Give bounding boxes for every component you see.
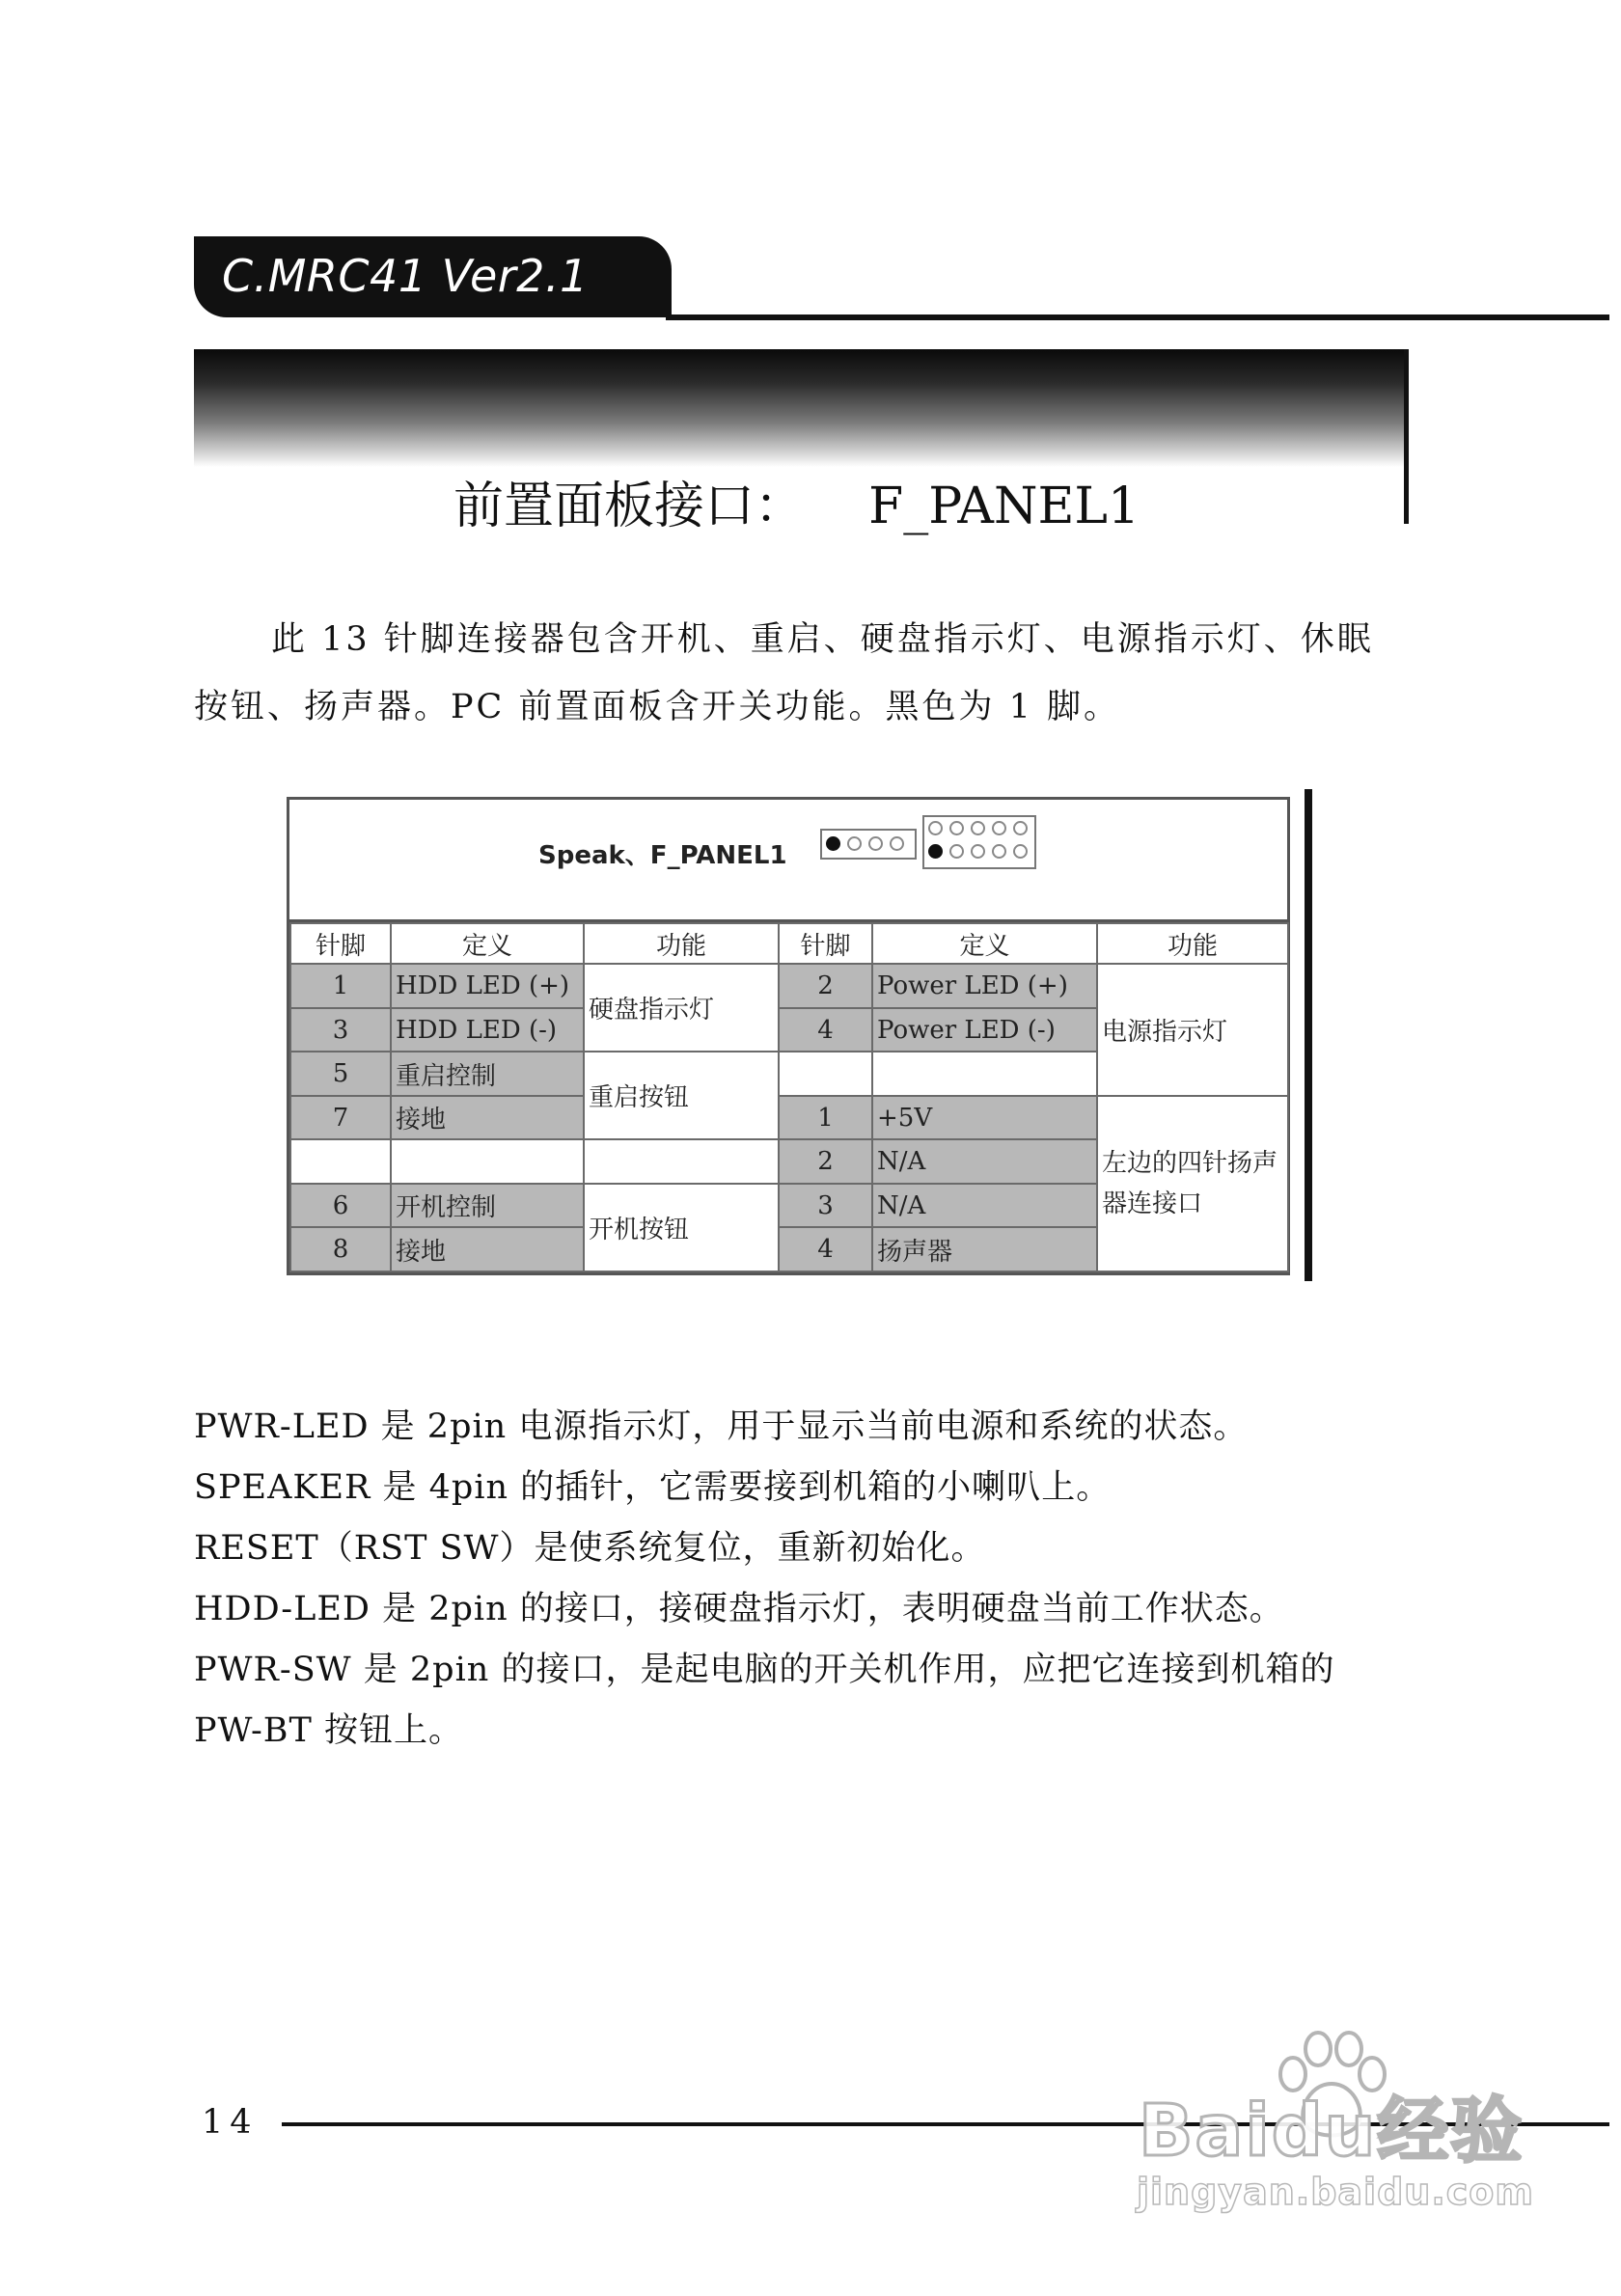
description-line: PWR-LED 是 2pin 电源指示灯，用于显示当前电源和系统的状态。 (194, 1408, 1249, 1446)
pin-cell: 6 (290, 1184, 391, 1228)
header-rule (666, 314, 1609, 320)
watermark-logo: Baidu经验 (1139, 2090, 1525, 2173)
section-title: 前置面板接口： F_PANEL1 (453, 478, 1140, 535)
pin-dot (1013, 821, 1028, 835)
pin-dot (971, 844, 985, 859)
function-cell: 左边的四针扬声器连接口 (1097, 1096, 1288, 1271)
header-definition: 定义 (391, 923, 584, 964)
definition-cell: 重启控制 (391, 1052, 584, 1096)
header-pin: 针脚 (779, 923, 872, 964)
pin-cell: 4 (779, 1008, 872, 1052)
description-line: RESET（RST SW）是使系统复位，重新初始化。 (194, 1529, 986, 1568)
pin-dot (928, 821, 943, 835)
header-definition: 定义 (872, 923, 1097, 964)
pin-dot (992, 844, 1006, 859)
definition-cell (391, 1139, 584, 1184)
pin-dot (971, 821, 985, 835)
figure-edge-line (1305, 789, 1312, 1281)
table-header-row (290, 923, 1288, 964)
function-cell: 硬盘指示灯 (584, 964, 779, 1052)
intro-paragraph: 此 13 针脚连接器包含开机、重启、硬盘指示灯、电源指示灯、休眠按钮、扬声器。PC 前置面板含开关功能。黑色为 1 脚。 (194, 620, 1374, 726)
description-line: SPEAKER 是 4pin 的插针，它需要接到机箱的小喇叭上。 (194, 1468, 1112, 1507)
pin-cell: 7 (290, 1096, 391, 1140)
table-caption-row (289, 800, 1287, 922)
watermark-url: jingyan.baidu.com (1137, 2171, 1534, 2213)
table-row (290, 964, 1288, 1008)
pin-cell: 3 (290, 1008, 391, 1052)
pin-cell: 4 (779, 1227, 872, 1271)
pin-cell: 2 (779, 964, 872, 1008)
header-function: 功能 (1097, 923, 1288, 964)
header-pin: 针脚 (290, 923, 391, 964)
function-cell: 开机按钮 (584, 1184, 779, 1271)
table-caption: Speak、F_PANEL1 (538, 841, 787, 870)
function-cell-empty (584, 1139, 779, 1184)
definition-cell: 开机控制 (391, 1184, 584, 1228)
pin-dot (847, 836, 862, 851)
definition-cell: 接地 (391, 1227, 584, 1271)
pin-table-figure (287, 797, 1290, 1275)
page-number: 14 (202, 2103, 259, 2142)
definition-cell: Power LED (+) (872, 964, 1097, 1008)
pin-cell: 1 (779, 1096, 872, 1140)
pin-dot (992, 821, 1006, 835)
pin-dot (868, 836, 883, 851)
table-row (290, 1096, 1288, 1140)
pin-one-dot (826, 836, 840, 851)
pin-cell: 5 (290, 1052, 391, 1096)
definition-cell: N/A (872, 1139, 1097, 1184)
pin-dot (949, 821, 964, 835)
description-line: HDD-LED 是 2pin 的接口，接硬盘指示灯，表明硬盘当前工作状态。 (194, 1590, 1284, 1628)
model-label: C.MRC41 Ver2.1 (222, 250, 589, 302)
pin-dot (949, 844, 964, 859)
definition-cell (872, 1052, 1097, 1096)
definition-cell: 扬声器 (872, 1227, 1097, 1271)
pin-cell: 2 (779, 1139, 872, 1184)
pin-cell: 1 (290, 964, 391, 1008)
function-cell: 重启按钮 (584, 1052, 779, 1139)
definition-cell: N/A (872, 1184, 1097, 1228)
banner-edge-line (1404, 349, 1409, 524)
definition-cell: HDD LED (-) (391, 1008, 584, 1052)
function-cell: 电源指示灯 (1097, 964, 1288, 1096)
pin-cell (290, 1139, 391, 1184)
description-line: PWR-SW 是 2pin 的接口，是起电脑的开关机作用，应把它连接到机箱的 PW-BT 按钮上。 (194, 1651, 1335, 1750)
description-block (194, 1397, 1415, 1762)
pin-cell: 8 (290, 1227, 391, 1271)
pin-table (289, 922, 1289, 1272)
definition-cell: +5V (872, 1096, 1097, 1140)
header-function: 功能 (584, 923, 779, 964)
section-banner (194, 349, 1409, 467)
baidu-watermark (1119, 2036, 1534, 2238)
pin-cell: 3 (779, 1184, 872, 1228)
pin-cell (779, 1052, 872, 1096)
pin-dot (890, 836, 904, 851)
pin-dot (1013, 844, 1028, 859)
pin-one-dot (928, 844, 943, 859)
definition-cell: Power LED (-) (872, 1008, 1097, 1052)
definition-cell: HDD LED (+) (391, 964, 584, 1008)
definition-cell: 接地 (391, 1096, 584, 1140)
